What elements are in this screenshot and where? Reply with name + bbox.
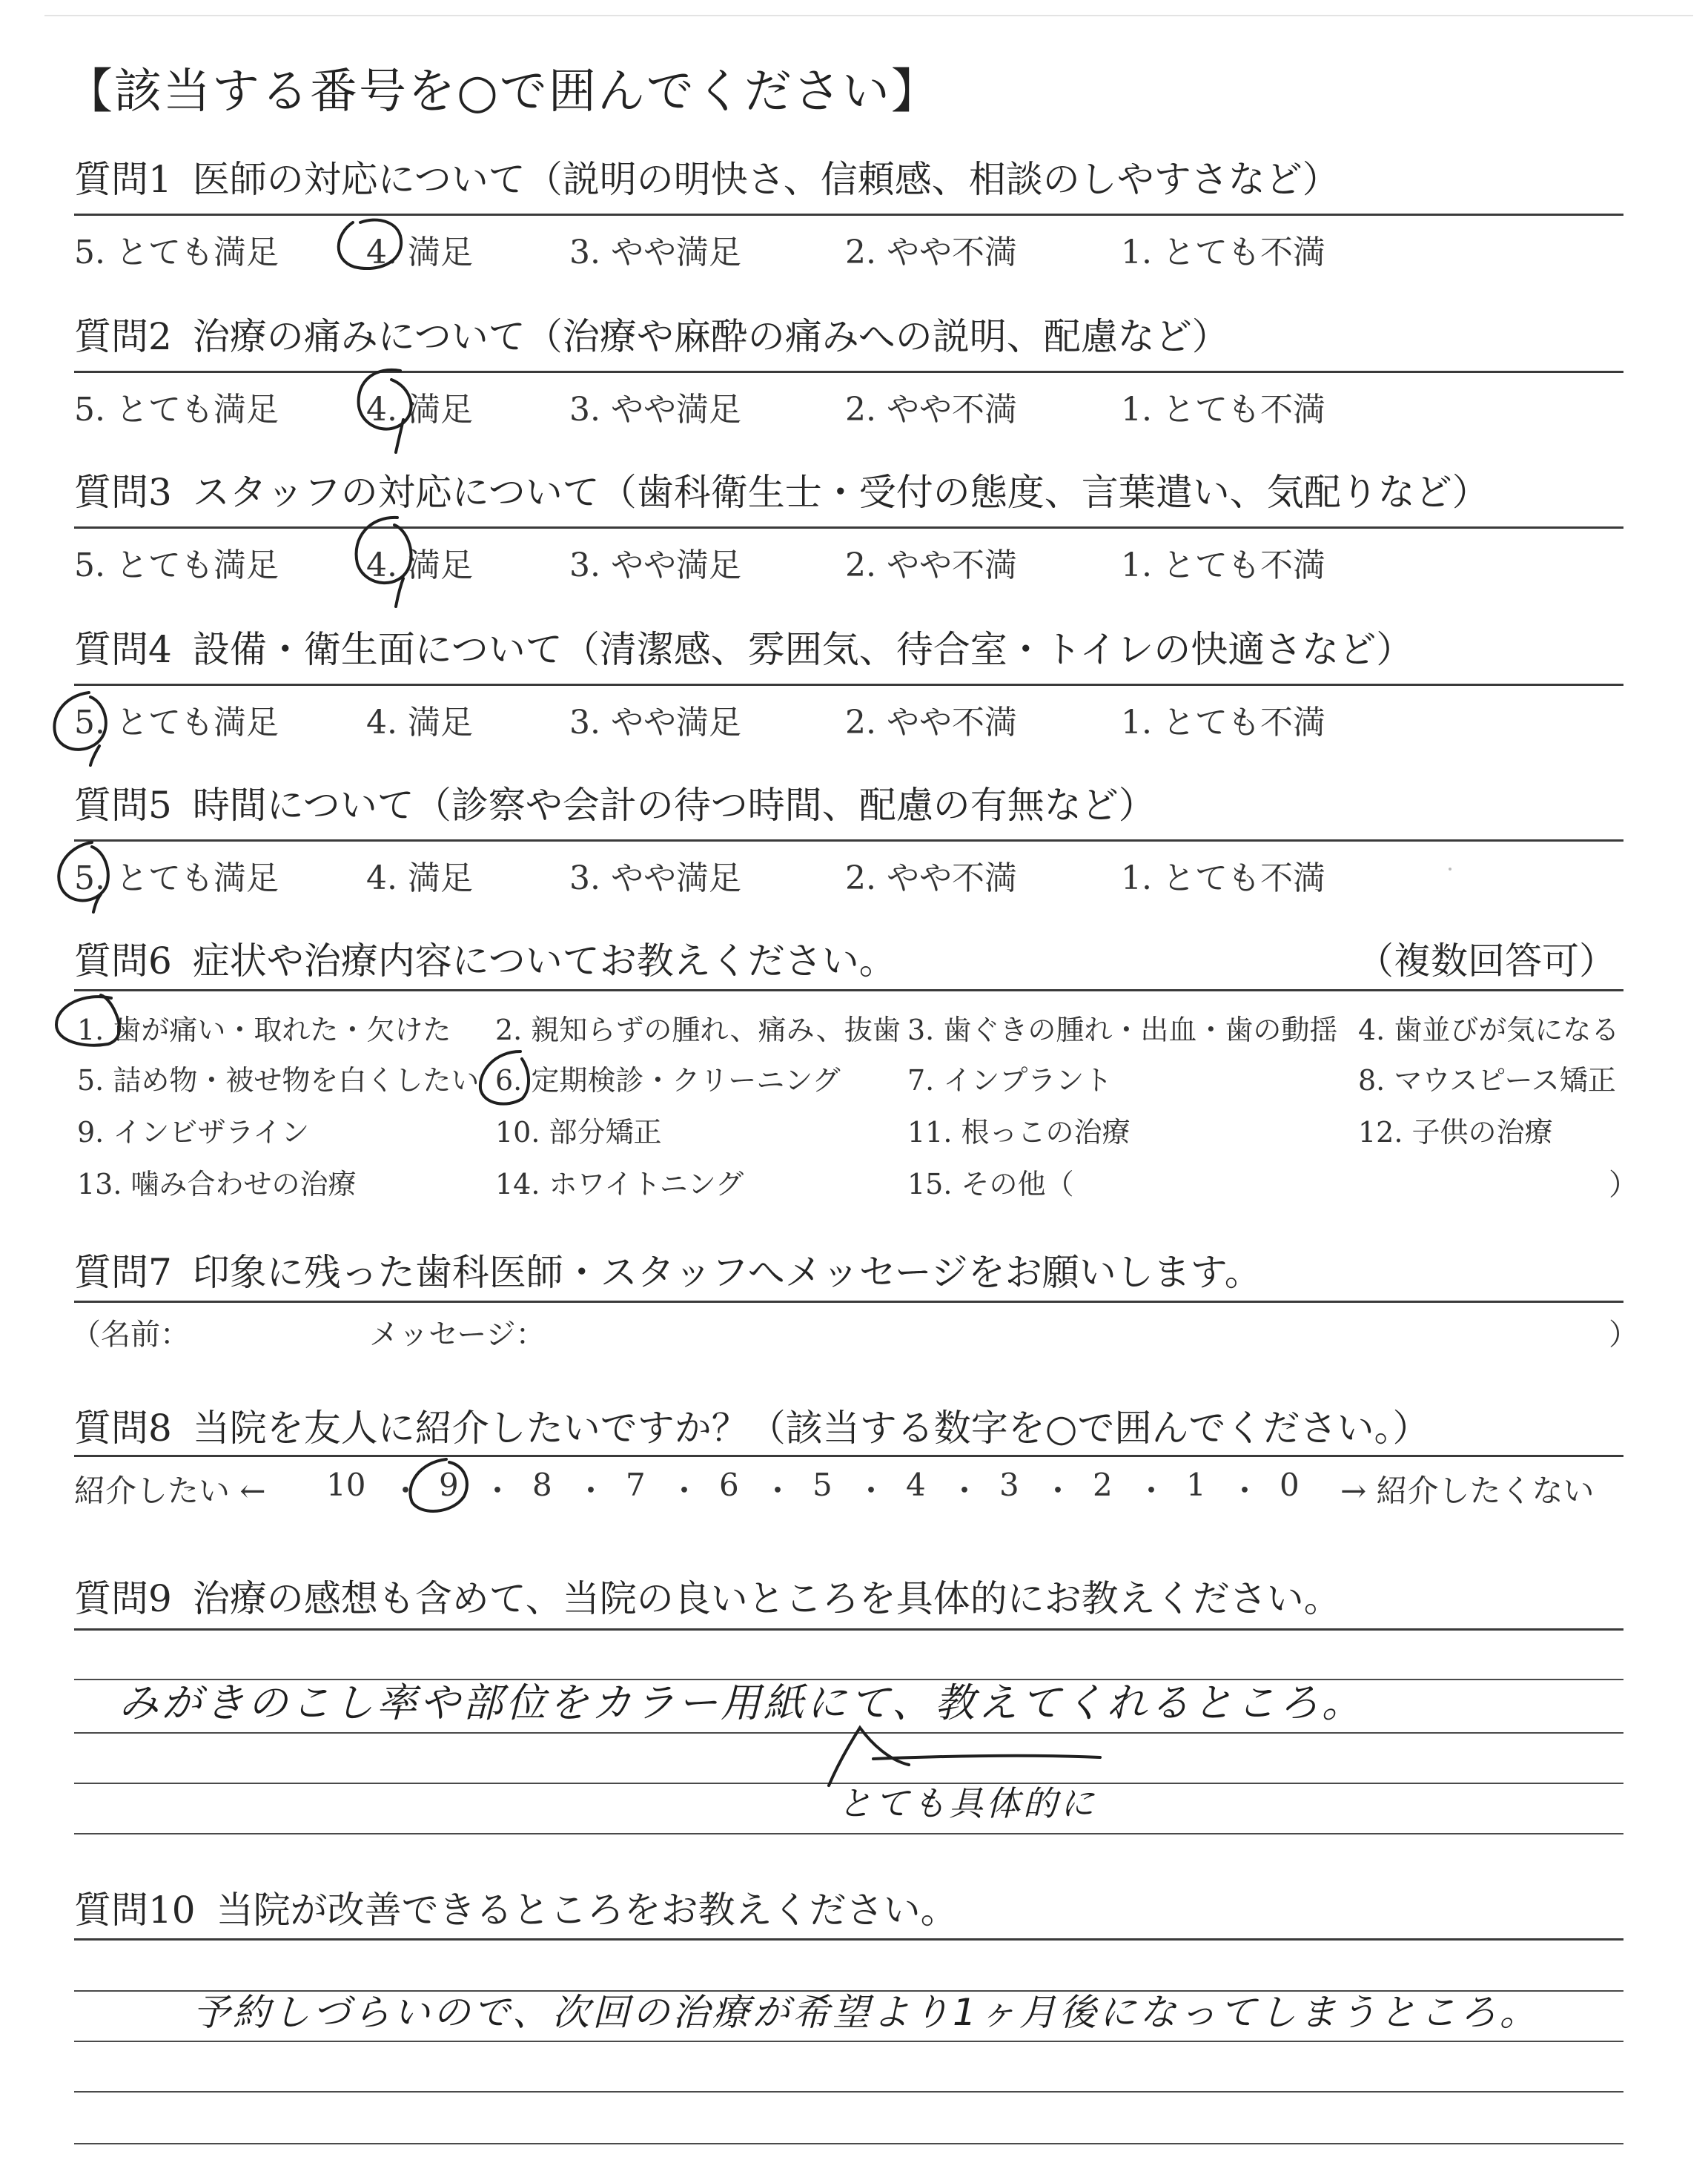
scan-speck [1449,868,1452,871]
symptom-option-13[interactable]: 13. 噛み合わせの治療 [77,1168,357,1200]
question-text: 当院を友人に紹介したいですか？（該当する数字を○で囲んでください。） [192,1407,1430,1450]
question-number: 質問2 [74,315,172,358]
option-2[interactable]: 2. やや不満 [845,391,1017,429]
scale-5[interactable]: 5 [812,1467,833,1503]
symptom-option-11[interactable]: 11. 根っこの治療 [907,1116,1131,1149]
question-rule [74,526,1623,529]
symptom-option-6[interactable]: 6. 定期検診・クリーニング [495,1064,841,1097]
question-rule [74,684,1623,686]
scale-1[interactable]: 1 [1186,1467,1206,1503]
question-number: 質問7 [74,1251,172,1294]
question-number: 質問6 [74,939,172,982]
symptom-option-2[interactable]: 2. 親知らずの腫れ、痛み、抜歯 [495,1014,901,1046]
question-rule [74,371,1623,373]
question-rule [74,1938,1623,1941]
option-3[interactable]: 3. やや満足 [569,546,741,584]
recommend-left-label: 紹介したい ← [74,1473,266,1509]
option-3[interactable]: 3. やや満足 [569,391,741,429]
scale-2[interactable]: 2 [1093,1467,1113,1503]
option-3[interactable]: 3. やや満足 [569,859,741,897]
symptom-option-8[interactable]: 8. マウスピース矯正 [1358,1064,1616,1097]
question-rule [74,1455,1623,1457]
question-title [74,1406,1623,1450]
question-number: 質問8 [74,1407,172,1450]
question-title [74,1888,1623,1932]
symptom-option-4[interactable]: 4. 歯並びが気になる [1358,1014,1620,1046]
scale-3[interactable]: 3 [999,1467,1019,1503]
handwritten-answer: みがきのこし率や部位をカラー用紙にて、教えてくれるところ。 [119,1680,1365,1726]
scale-dot: ・ [482,1473,514,1509]
question-rule [74,1301,1623,1303]
question-text: 症状や治療内容についてお教えください。 [192,939,896,982]
option-1[interactable]: 1. とても不満 [1121,391,1325,429]
option-4[interactable]: 4. 満足 [366,704,473,742]
symptom-option-14[interactable]: 14. ホワイトニング [495,1168,744,1200]
question-number: 質問4 [74,628,172,671]
question-number: 質問5 [74,784,172,827]
answer-line [74,2041,1623,2042]
symptom-option-5[interactable]: 5. 詰め物・被せ物を白くしたい [77,1064,480,1097]
symptom-option-12[interactable]: 12. 子供の治療 [1358,1116,1553,1149]
question-text: 当院が改善できるところをお教えください。 [216,1889,958,1932]
option-4[interactable]: 4. 満足 [366,391,473,429]
symptom-option-10[interactable]: 10. 部分矯正 [495,1116,662,1149]
scale-9[interactable]: 9 [439,1467,459,1503]
question-text: 時間について（診察や会計の待つ時間、配慮の有無など） [192,784,1156,827]
option-5[interactable]: 5. とても満足 [74,546,279,584]
scale-7[interactable]: 7 [626,1467,646,1503]
option-2[interactable]: 2. やや不満 [845,234,1017,271]
question-title [74,627,1623,672]
option-1[interactable]: 1. とても不満 [1121,546,1325,584]
message-close-paren: ） [1609,1318,1638,1352]
answer-line [74,2091,1623,2093]
multiple-answers-note: （複数回答可） [1357,939,1616,982]
scale-dot: ・ [855,1473,887,1509]
option-5[interactable]: 5. とても満足 [74,391,279,429]
answer-line [74,1732,1623,1734]
question-text: 設備・衛生面について（清潔感、雰囲気、待合室・トイレの快適さなど） [192,628,1414,671]
scale-dot: ・ [390,1473,422,1509]
scale-8[interactable]: 8 [532,1467,552,1503]
scale-dot: ・ [1136,1473,1168,1509]
name-label: （名前： [71,1318,190,1352]
question-rule [74,839,1623,842]
question-number: 質問1 [74,158,172,201]
symptom-option-9[interactable]: 9. インビザライン [77,1116,310,1149]
option-2[interactable]: 2. やや不満 [845,859,1017,897]
symptom-option-3[interactable]: 3. 歯ぐきの腫れ・出血・歯の動揺 [907,1014,1338,1046]
scale-dot: ・ [1042,1473,1074,1509]
option-5[interactable]: 5. とても満足 [74,859,279,897]
question-text: 医師の対応について（説明の明快さ、信頼感、相談のしやすさなど） [192,158,1340,201]
option-1[interactable]: 1. とても不満 [1121,704,1325,742]
scale-dot: ・ [1229,1473,1261,1509]
option-5[interactable]: 5. とても満足 [74,234,279,271]
question-title [74,783,1623,828]
option-3[interactable]: 3. やや満足 [569,234,741,271]
question-text: 治療の痛みについて（治療や麻酔の痛みへの説明、配慮など） [192,315,1229,358]
option-2[interactable]: 2. やや不満 [845,704,1017,742]
scan-top-edge [44,15,1693,16]
option-2[interactable]: 2. やや不満 [845,546,1017,584]
option-5[interactable]: 5. とても満足 [74,704,279,742]
option-1[interactable]: 1. とても不満 [1121,234,1325,271]
symptom-option-1[interactable]: 1. 歯が痛い・取れた・欠けた [77,1014,451,1046]
handwritten-answer: 予約しづらいので、次回の治療が希望より1ヶ月後になってしまうところ。 [193,1991,1540,2034]
symptom-option-7[interactable]: 7. インプラント [907,1064,1113,1097]
question-number: 質問3 [74,471,172,514]
scale-10[interactable]: 10 [326,1467,366,1503]
answer-line [74,2143,1623,2144]
handwritten-insert: とても具体的に [838,1783,1097,1823]
scale-dot: ・ [575,1473,607,1509]
option-1[interactable]: 1. とても不満 [1121,859,1325,897]
scale-dot: ・ [762,1473,794,1509]
scale-4[interactable]: 4 [906,1467,926,1503]
question-rule [74,989,1623,991]
question-text: 治療の感想も含めて、当院の良いところを具体的にお教えください。 [192,1577,1341,1620]
recommend-right-label: → 紹介したくない [1340,1473,1595,1509]
question-title [74,1576,1623,1621]
other-close-paren: ） [1609,1168,1638,1202]
question-rule [74,214,1623,216]
option-4[interactable]: 4. 満足 [366,546,473,584]
scale-dot: ・ [949,1473,981,1509]
question-rule [74,1628,1623,1631]
question-number: 質問9 [74,1577,172,1620]
message-label: メッセージ： [369,1318,546,1352]
scale-6[interactable]: 6 [719,1467,739,1503]
question-title [74,157,1623,202]
question-text: スタッフの対応について（歯科衛生士・受付の態度、言葉遣い、気配りなど） [192,471,1489,514]
scale-0[interactable]: 0 [1280,1467,1300,1503]
question-text: 印象に残った歯科医師・スタッフへメッセージをお願いします。 [192,1251,1262,1294]
insert-underline [873,1756,1100,1759]
question-title [74,314,1623,359]
form-header: 【該当する番号を○で囲んでください】 [65,65,940,119]
option-4[interactable]: 4. 満足 [366,234,473,271]
answer-line [74,1833,1623,1834]
scale-dot: ・ [669,1473,701,1509]
question-title [74,1250,1623,1295]
option-4[interactable]: 4. 満足 [366,859,473,897]
symptom-option-15[interactable]: 15. その他（ [907,1168,1074,1200]
question-number: 質問10 [74,1889,196,1932]
question-title [74,470,1623,515]
option-3[interactable]: 3. やや満足 [569,704,741,742]
